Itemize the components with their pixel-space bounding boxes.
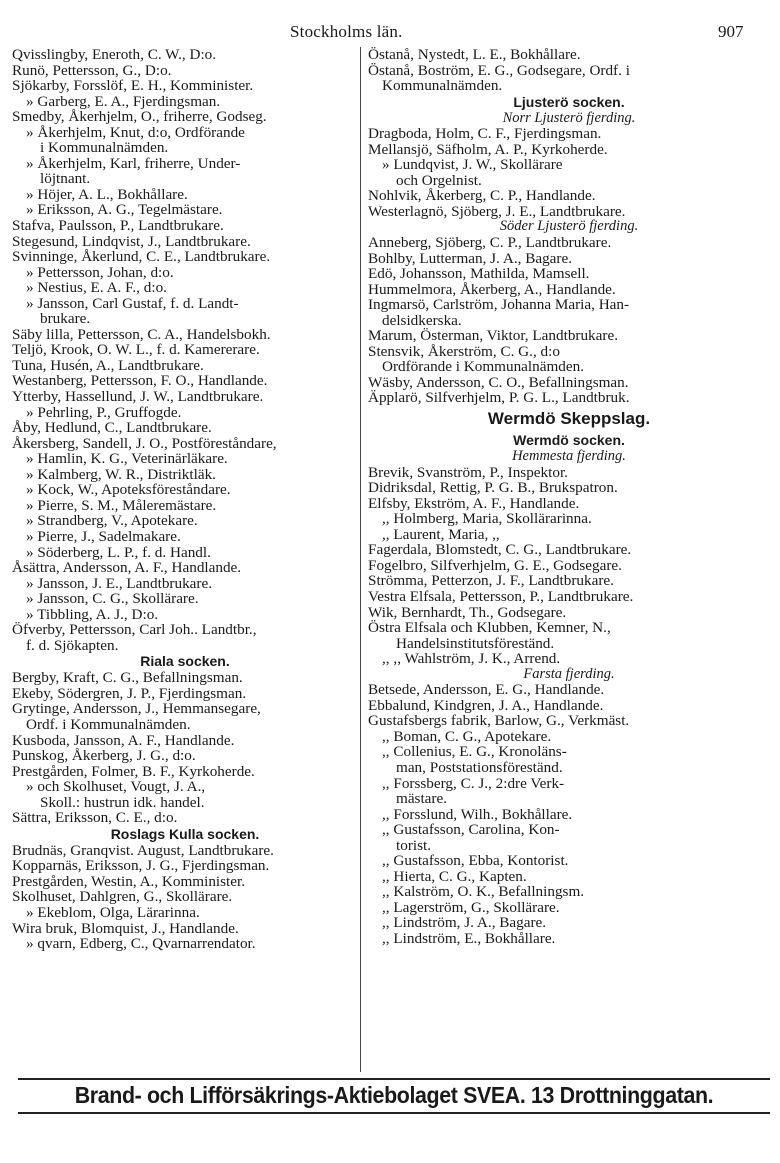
entry-line: Skolhuset, Dahlgren, G., Skollärare. <box>12 889 233 905</box>
entry-line: Kusboda, Jansson, A. F., Handlande. <box>12 732 235 749</box>
entry-continuation: » Ekeblom, Olga, Lärarinna. <box>26 904 200 921</box>
entry-continuation: delsidkerska. <box>382 312 462 329</box>
entry-line: Wäsby, Andersson, C. O., Befallningsman. <box>368 374 629 391</box>
entry-line: Brevik, Svanström, P., Inspektor. <box>368 464 568 481</box>
page-header <box>0 22 780 46</box>
entry-line: Östra Elfsala och Klubben, Kemner, N., <box>368 620 611 636</box>
entry-continuation: » qvarn, Edberg, C., Qvarnarrendator. <box>26 936 256 952</box>
entry-line: Ytterby, Hassellund, J. W., Landtbrukare. <box>12 389 264 405</box>
entry-line: Edö, Johansson, Mathilda, Mamsell. <box>368 266 590 282</box>
entry-continuation: ,, Lindström, J. A., Bagare. <box>382 915 547 931</box>
subsection-heading: Hemmesta fjerding. <box>512 448 626 465</box>
entry-continuation: » Höjer, A. L., Bokhållare. <box>26 186 188 203</box>
entry-continuation: » Tibbling, A. J., D:o. <box>26 606 159 623</box>
entry-continuation: » Pierre, J., Sadelmakare. <box>26 528 181 545</box>
entry-continuation: brukare. <box>40 311 91 327</box>
entry-line: Östanå, Nystedt, L. E., Bokhållare. <box>368 47 581 63</box>
entry-line: Äpplarö, Silfverhjelm, P. G. L., Landtbruk. <box>368 390 630 407</box>
entry-line: Åkersberg, Sandell, J. O., Postföreståndare, <box>12 435 277 452</box>
entry-continuation: » Strandberg, V., Apotekare. <box>26 513 198 529</box>
entry-line: Bohlby, Lutterman, J. A., Bagare. <box>368 250 573 267</box>
entry-line: Betsede, Andersson, E. G., Handlande. <box>368 682 605 698</box>
entry-line: Teljö, Krook, O. W. L., f. d. Kamererare. <box>12 342 260 358</box>
entry-line: Sättra, Eriksson, C. E., d:o. <box>12 810 178 826</box>
district-heading: Wermdö Skeppslag. <box>487 409 651 429</box>
entry-line: Grytinge, Andersson, J., Hemmansegare, <box>12 701 261 717</box>
advertisement-banner: Brand- och Lifförsäkrings-Aktiebolaget SVEA. 13 Drottninggatan. <box>74 1082 714 1108</box>
entry-line: Ingmarsö, Carlström, Johanna Maria, Han- <box>368 297 630 313</box>
entry-line: Brudnäs, Granqvist. August, Landtbrukare. <box>12 842 274 859</box>
entry-line: Wik, Bernhardt, Th., Godsegare. <box>368 604 567 621</box>
entry-line: Anneberg, Sjöberg, C. P., Landtbrukare. <box>368 235 612 251</box>
subsection-heading: Farsta fjerding. <box>523 665 615 682</box>
entry-continuation: ,, Kalström, O. K., Befallningsm. <box>382 884 585 900</box>
entry-line: Hummelmora, Åkerberg, A., Handlande. <box>368 281 616 298</box>
entry-continuation: » Pettersson, Johan, d:o. <box>26 264 174 281</box>
entry-line: Stegesund, Lindqvist, J., Landtbrukare. <box>12 233 251 250</box>
entry-line: Qvisslingby, Eneroth, C. W., D:o. <box>12 47 217 63</box>
entry-line: Didriksdal, Rettig, P. G. B., Brukspatron. <box>368 480 618 496</box>
entry-line: Nohlvik, Åkerberg, C. P., Handlande. <box>368 188 596 204</box>
entry-line: Säby lilla, Pettersson, C. A., Handelsbokh. <box>12 326 271 343</box>
entry-continuation: » Pehrling, P., Gruffogde. <box>26 404 182 421</box>
entry-continuation: Skoll.: hustrun idk. handel. <box>40 794 205 811</box>
section-heading: Roslags Kulla socken. <box>110 825 260 842</box>
entry-line: Åsättra, Andersson, A. F., Handlande. <box>12 560 242 576</box>
entry-continuation: » Kock, W., Apoteksföreståndare. <box>26 482 231 498</box>
entry-line: Elfsby, Ekström, A. F., Handlande. <box>368 495 580 512</box>
entry-continuation: ,, Forssberg, C. J., 2:dre Verk- <box>382 775 565 792</box>
entry-line: Westanberg, Pettersson, F. O., Handlande. <box>12 373 268 390</box>
entry-continuation: Ordf. i Kommunalnämden. <box>26 716 191 733</box>
entry-continuation: ,, Gustafsson, Carolina, Kon- <box>382 822 560 838</box>
entry-continuation: » Nestius, E. A. F., d:o. <box>26 280 167 296</box>
left-column <box>12 47 358 952</box>
entry-continuation: mästare. <box>396 791 448 807</box>
entry-line: Punskog, Åkerberg, J. G., d:o. <box>12 748 196 764</box>
entry-continuation: Handelsinstitutsföreständ. <box>396 635 555 652</box>
entry-line: Ebbalund, Kindgren, J. A., Handlande. <box>368 697 604 714</box>
entry-line: Öfverby, Pettersson, Carl Joh.. Landtbr., <box>12 622 257 638</box>
advert-rule-bottom <box>18 1112 770 1114</box>
page-title: Stockholms län. <box>290 22 403 41</box>
entry-continuation: Kommunalnämden. <box>382 78 503 94</box>
entry-continuation: ,, Collenius, E. G., Kronoläns- <box>382 744 567 760</box>
entry-continuation: torist. <box>396 837 432 854</box>
advert-rule-top <box>18 1078 770 1080</box>
entry-line: Westerlagnö, Sjöberg, J. E., Landtbrukare. <box>368 203 626 220</box>
entry-line: Bergby, Kraft, C. G., Befallningsman. <box>12 670 243 686</box>
page-number: 907 <box>718 22 744 41</box>
column-divider <box>360 47 361 1072</box>
entry-line: Östanå, Boström, E. G., Godsegare, Ordf. i <box>368 62 630 79</box>
entry-continuation: ,, Hierta, C. G., Kapten. <box>382 868 527 885</box>
entry-line: Strömma, Petterzon, J. F., Landtbrukare. <box>368 573 614 589</box>
entry-continuation: » Åkerhjelm, Karl, friherre, Under- <box>26 155 241 172</box>
entry-continuation: » Hamlin, K. G., Veterinärläkare. <box>26 451 228 467</box>
entry-continuation: » Pierre, S. M., Måleremästare. <box>26 497 217 514</box>
entry-line: Wira bruk, Blomquist, J., Handlande. <box>12 920 239 937</box>
subsection-heading: Norr Ljusterö fjerding. <box>502 109 636 126</box>
entry-continuation: ,, Lindström, E., Bokhållare. <box>382 930 556 947</box>
entry-continuation: » Söderberg, L. P., f. d. Handl. <box>26 544 211 561</box>
entry-line: Svinninge, Åkerlund, C. E., Landtbrukare. <box>12 249 271 265</box>
entry-continuation: f. d. Sjökapten. <box>26 637 119 654</box>
entry-continuation: » och Skolhuset, Vougt, J. A., <box>26 779 206 795</box>
entry-line: Ekeby, Södergren, J. P., Fjerdingsman. <box>12 685 247 702</box>
entry-continuation: » Jansson, Carl Gustaf, f. d. Landt- <box>26 295 239 312</box>
subsection-heading: Söder Ljusterö fjerding. <box>499 218 639 235</box>
entry-continuation: ,, Forsslund, Wilh., Bokhållare. <box>382 806 573 823</box>
entry-line: Runö, Pettersson, G., D:o. <box>12 62 172 79</box>
entry-continuation: man, Poststationsföreständ. <box>396 759 563 776</box>
entry-continuation: ,, Boman, C. G., Apotekare. <box>382 728 552 745</box>
section-heading: Ljusterö socken. <box>513 93 625 110</box>
entry-line: Smedby, Åkerhjelm, O., friherre, Godseg. <box>12 109 267 125</box>
entry-continuation: och Orgelnist. <box>396 172 482 189</box>
entry-line: Tuna, Husén, A., Landtbrukare. <box>12 357 204 374</box>
entry-continuation: » Åkerhjelm, Knut, d:o, Ordförande <box>26 124 245 141</box>
entry-continuation: ,, Holmberg, Maria, Skollärarinna. <box>382 511 592 527</box>
entry-line: Marum, Österman, Viktor, Landtbrukare. <box>368 328 618 344</box>
entry-line: Vestra Elfsala, Pettersson, P., Landtbrukare. <box>368 588 634 605</box>
right-column <box>368 47 770 947</box>
entry-line: Kopparnäs, Eriksson, J. G., Fjerdingsman. <box>12 858 270 874</box>
entry-line: Gustafsbergs fabrik, Barlow, G., Verkmäst. <box>368 713 630 729</box>
entry-line: Fogelbro, Silfverhjelm, G. E., Godsegare. <box>368 557 622 574</box>
entry-continuation: Ordförande i Kommunalnämden. <box>382 359 585 375</box>
entry-continuation: » Eriksson, A. G., Tegelmästare. <box>26 202 223 219</box>
section-heading: Wermdö socken. <box>513 432 625 449</box>
entry-line: Prestgården, Westin, A., Komminister. <box>12 873 246 890</box>
entry-continuation: ,, Gustafsson, Ebba, Kontorist. <box>382 853 569 869</box>
entry-line: Mellansjö, Säfholm, A. P., Kyrkoherde. <box>368 141 608 158</box>
entry-continuation: löjtnant. <box>40 171 91 187</box>
entry-line: Sjökarby, Forsslöf, E. H., Komminister. <box>12 78 254 94</box>
entry-line: Dragboda, Holm, C. F., Fjerdingsman. <box>368 126 602 142</box>
entry-line: Åby, Hedlund, C., Landtbrukare. <box>12 420 212 436</box>
entry-continuation: » Jansson, J. E., Landtbrukare. <box>26 575 213 592</box>
entry-continuation: ,, ,, Wahlström, J. K., Arrend. <box>382 651 561 667</box>
entry-continuation: » Jansson, C. G., Skollärare. <box>26 591 199 607</box>
entry-continuation: ,, Laurent, Maria, ,, <box>382 526 500 543</box>
entry-line: Stafva, Paulsson, P., Landtbrukare. <box>12 218 224 234</box>
section-heading: Riala socken. <box>140 653 230 670</box>
entry-line: Fagerdala, Blomstedt, C. G., Landtbrukare. <box>368 542 632 558</box>
entry-continuation: » Lundqvist, J. W., Skollärare <box>382 157 563 173</box>
entry-continuation: ,, Lagerström, G., Skollärare. <box>382 899 560 916</box>
entry-line: Prestgården, Folmer, B. F., Kyrkoherde. <box>12 763 255 780</box>
entry-continuation: » Garberg, E. A., Fjerdingsman. <box>26 93 221 110</box>
entry-line: Stensvik, Åkerström, C. G., d:o <box>368 343 560 360</box>
entry-continuation: i Kommunalnämden. <box>40 140 169 156</box>
entry-continuation: » Kalmberg, W. R., Distriktläk. <box>26 466 216 483</box>
